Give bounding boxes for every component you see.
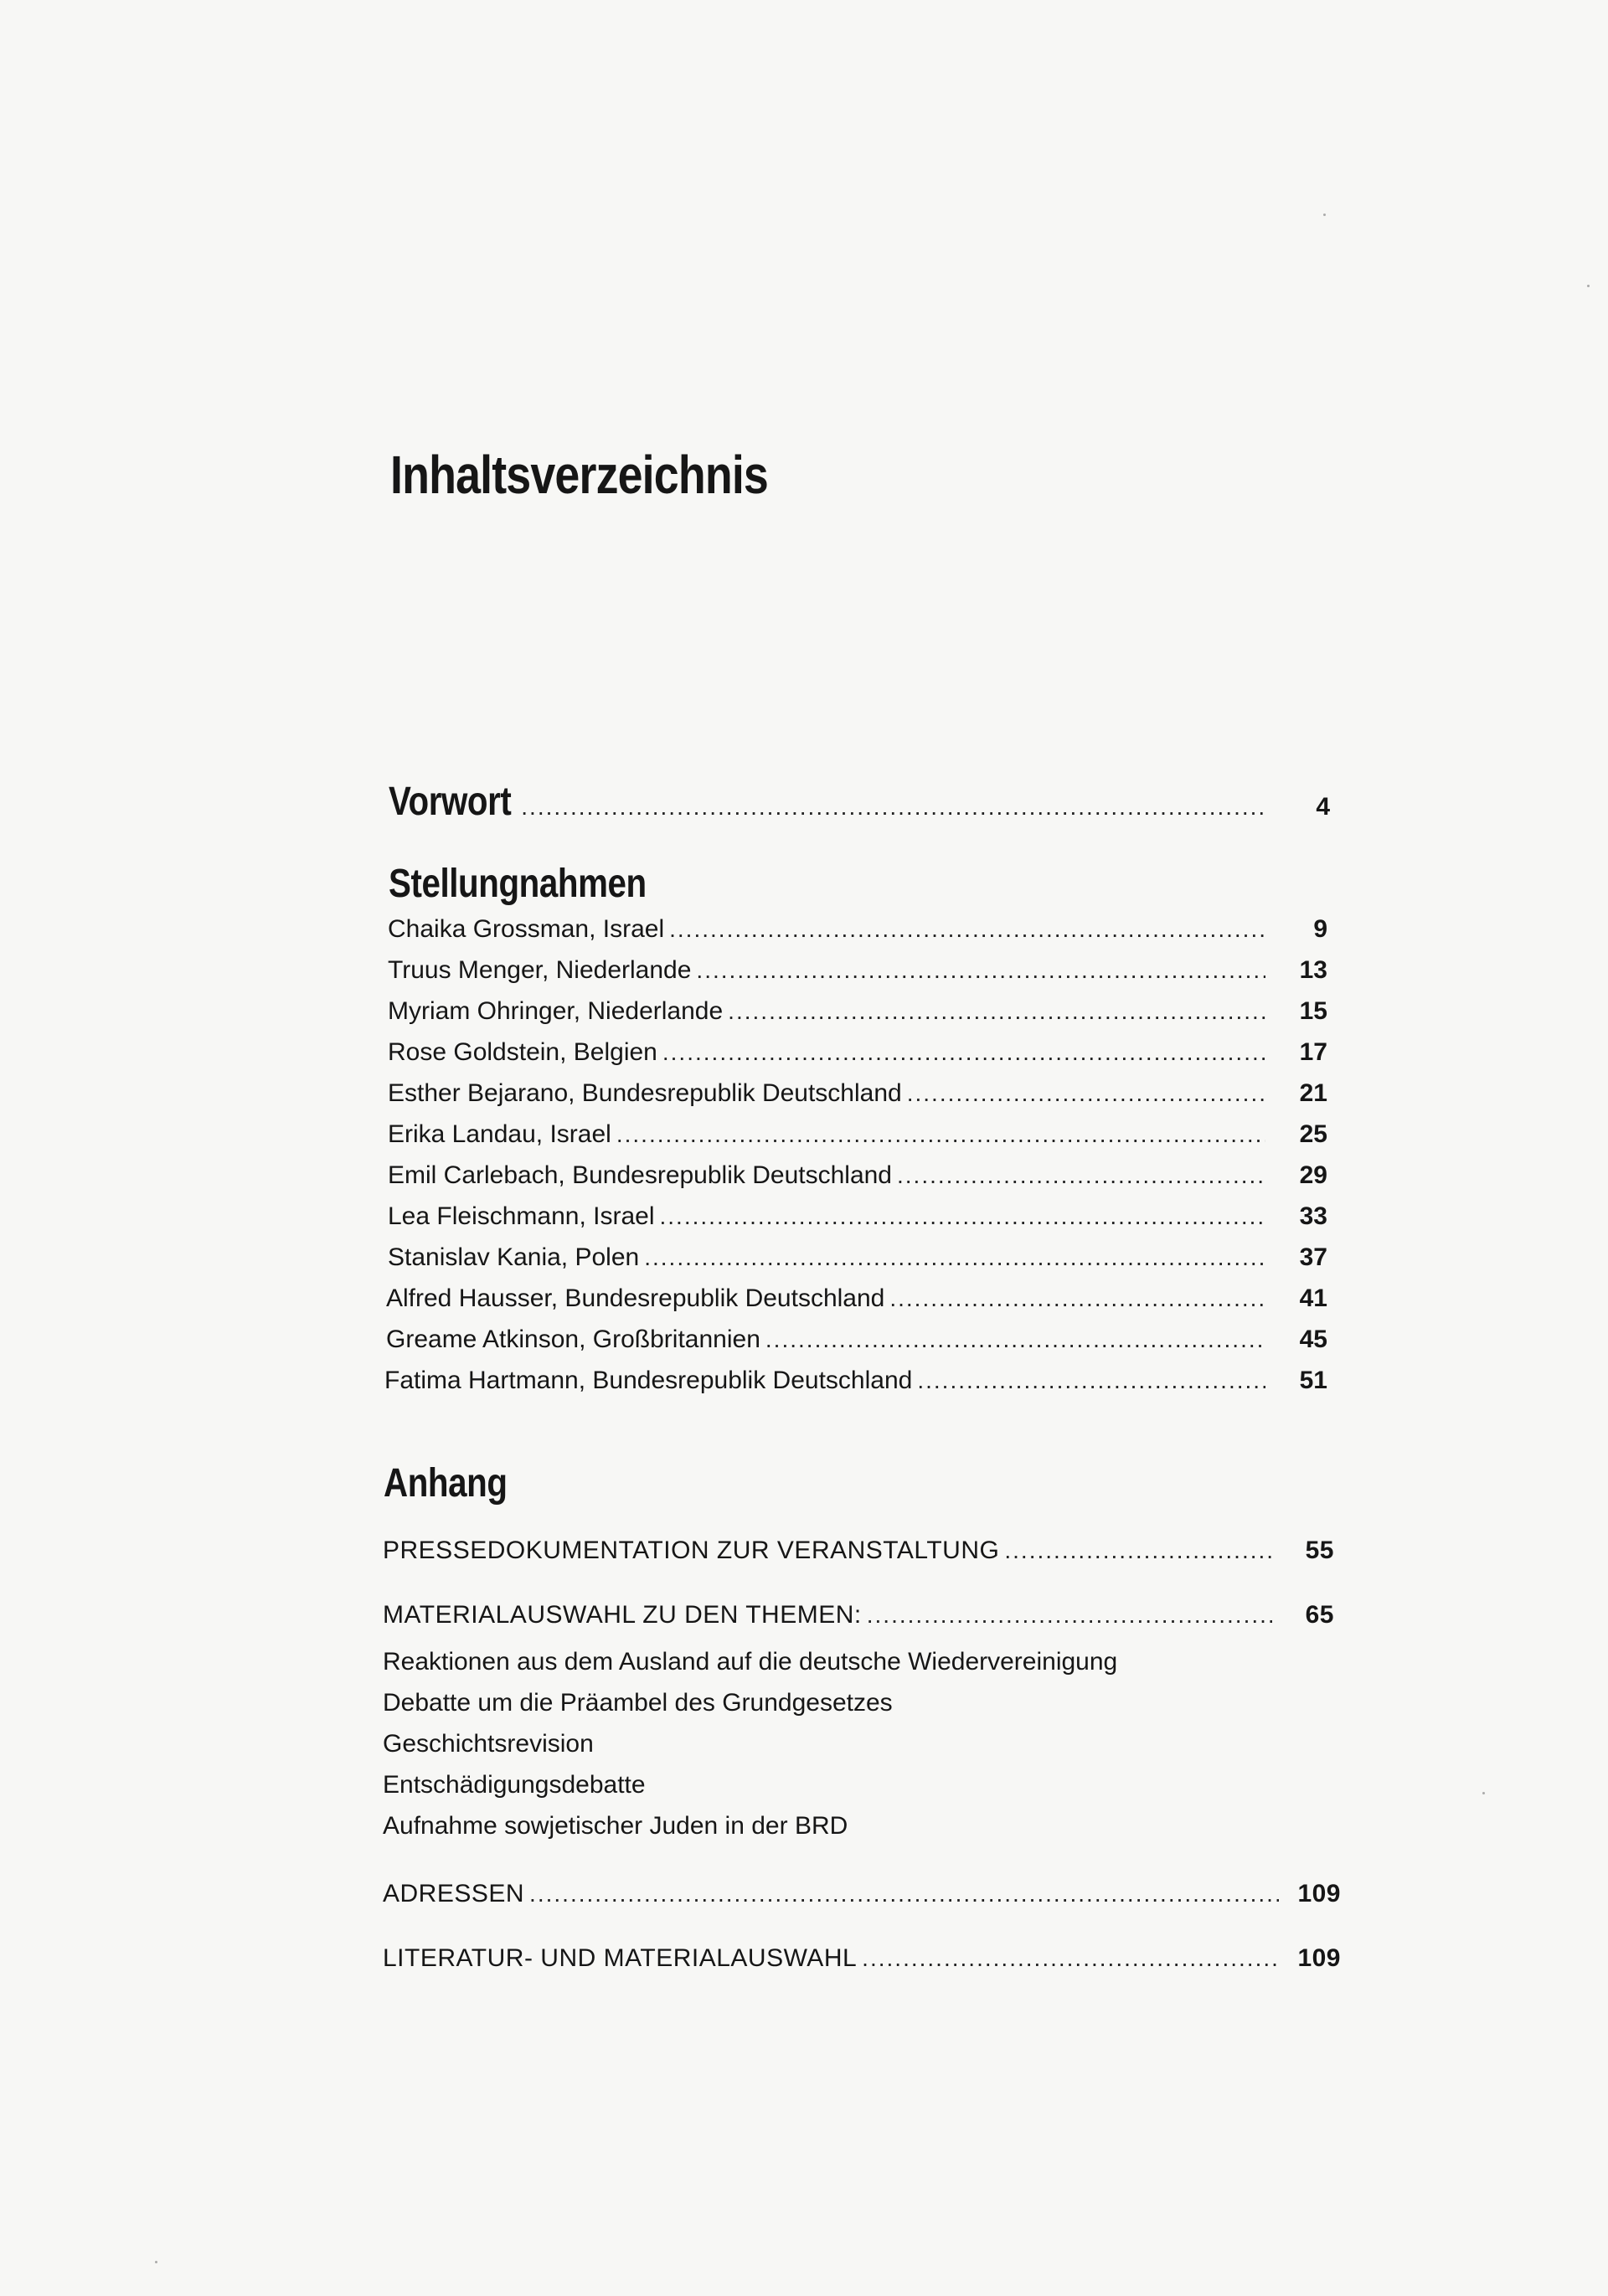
- toc-entry-page: 37: [1299, 1243, 1327, 1271]
- toc-entry-label: Vorwort: [389, 780, 512, 824]
- leader-dots: [669, 916, 1265, 943]
- topic-line: Aufnahme sowjetischer Juden in der BRD: [383, 1812, 848, 1840]
- toc-entry: [388, 1202, 1327, 1231]
- toc-entry-materialauswahl: [383, 1601, 1334, 1629]
- toc-entry-label: Alfred Hausser, Bundesrepublik Deutschland: [386, 1284, 885, 1312]
- toc-entry-label: Fatima Hartmann, Bundesrepublik Deutschland: [384, 1367, 913, 1394]
- scan-speck: [155, 2261, 157, 2263]
- leader-dots: [1004, 1537, 1272, 1564]
- toc-entry-label: Chaika Grossman, Israel: [388, 915, 665, 943]
- toc-entry-label: Esther Bejarano, Bundesrepublik Deutschland: [388, 1079, 902, 1107]
- toc-entry-label: PRESSEDOKUMENTATION ZUR VERANSTALTUNG: [383, 1537, 1000, 1564]
- toc-entry-page: 51: [1299, 1367, 1327, 1394]
- leader-dots: [521, 794, 1268, 821]
- leader-dots: [897, 1162, 1265, 1189]
- toc-entry: [388, 915, 1327, 944]
- toc-entry-page: 4: [1316, 793, 1330, 821]
- toc-entry: [388, 997, 1327, 1026]
- toc-entry-page: 45: [1299, 1326, 1327, 1353]
- topic-line: Debatte um die Präambel des Grundgesetzes: [383, 1689, 893, 1717]
- toc-entry-adressen: [383, 1880, 1341, 1908]
- toc-entry-page: 65: [1305, 1601, 1334, 1629]
- toc-entry: [388, 1120, 1327, 1149]
- toc-entry: [388, 1079, 1327, 1108]
- toc-entry-label: Stanislav Kania, Polen: [388, 1243, 640, 1271]
- scan-speck: [1482, 1792, 1485, 1794]
- toc-entry-label: MATERIALAUSWAHL ZU DEN THEMEN:: [383, 1601, 862, 1629]
- topic-line: Entschädigungsdebatte: [383, 1771, 646, 1799]
- toc-entry-page: 109: [1297, 1880, 1341, 1907]
- toc-entry-label: LITERATUR- UND MATERIALAUSWAHL: [383, 1944, 858, 1972]
- topic-line: Reaktionen aus dem Ausland auf die deutsche Wiedervereinigung: [383, 1648, 1118, 1676]
- toc-entry-page: 41: [1299, 1284, 1327, 1312]
- toc-entry-label: Myriam Ohringer, Niederlande: [388, 997, 724, 1025]
- leader-dots: [867, 1602, 1272, 1629]
- scan-speck: [1587, 285, 1590, 287]
- toc-entry: [388, 956, 1327, 985]
- toc-entry-vorwort: [389, 779, 1330, 825]
- page-title: Inhaltsverzeichnis: [390, 445, 768, 505]
- leader-dots: [917, 1367, 1265, 1394]
- toc-entry-page: 29: [1299, 1161, 1327, 1189]
- leader-dots: [529, 1881, 1279, 1907]
- toc-entry-pressedokumentation: [383, 1537, 1334, 1565]
- toc-entry-page: 13: [1299, 956, 1327, 984]
- section-heading-anhang: Anhang: [384, 1461, 508, 1506]
- leader-dots: [696, 957, 1265, 984]
- toc-entry-label: Erika Landau, Israel: [388, 1120, 611, 1148]
- toc-entry-label: Truus Menger, Niederlande: [388, 956, 692, 984]
- topic-line: Geschichtsrevision: [383, 1730, 594, 1758]
- toc-entry-page: 25: [1299, 1120, 1327, 1148]
- toc-entry-label: Greame Atkinson, Großbritannien: [386, 1326, 760, 1353]
- toc-entry-page: 9: [1313, 915, 1327, 943]
- toc-entry-label: ADRESSEN: [383, 1880, 525, 1907]
- toc-entry-label: Emil Carlebach, Bundesrepublik Deutschland: [388, 1161, 892, 1189]
- leader-dots: [889, 1285, 1265, 1312]
- toc-entry-page: 55: [1305, 1537, 1334, 1564]
- toc-entry-page: 21: [1299, 1079, 1327, 1107]
- toc-entry-page: 17: [1299, 1038, 1327, 1066]
- toc-entry: [386, 1326, 1327, 1354]
- toc-entry-page: 109: [1297, 1944, 1341, 1972]
- toc-entry-literatur: [383, 1944, 1341, 1973]
- toc-entry: [388, 1038, 1327, 1067]
- leader-dots: [862, 1945, 1279, 1972]
- leader-dots: [765, 1326, 1265, 1353]
- toc-entry-label: Rose Goldstein, Belgien: [388, 1038, 657, 1066]
- scan-speck: [1323, 214, 1326, 216]
- toc-entry-label: Lea Fleischmann, Israel: [388, 1202, 655, 1230]
- leader-dots: [644, 1244, 1265, 1271]
- toc-entry: [388, 1161, 1327, 1190]
- toc-entry: [384, 1367, 1327, 1395]
- toc-entry: [386, 1284, 1327, 1313]
- toc-entry-page: 15: [1299, 997, 1327, 1025]
- toc-entry: [388, 1243, 1327, 1272]
- leader-dots: [616, 1121, 1265, 1148]
- section-heading-stellungnahmen: Stellungnahmen: [389, 862, 647, 906]
- leader-dots: [660, 1203, 1266, 1230]
- toc-entry-page: 33: [1299, 1202, 1327, 1230]
- leader-dots: [907, 1080, 1265, 1107]
- leader-dots: [662, 1039, 1265, 1066]
- leader-dots: [728, 998, 1265, 1025]
